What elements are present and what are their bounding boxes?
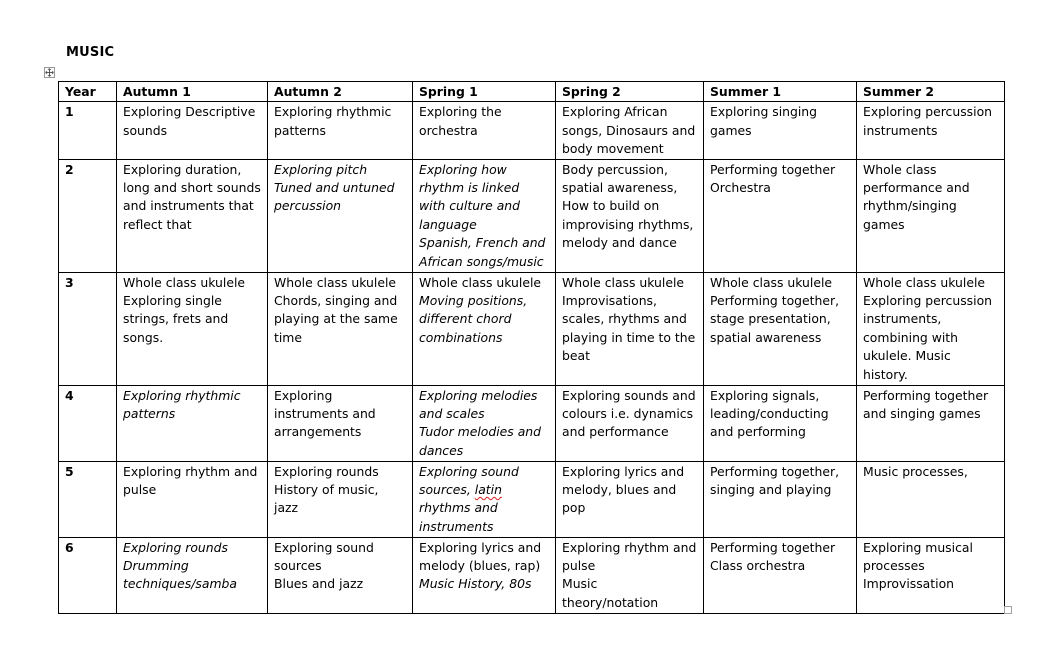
cell-text: Improvisations, scales, rhythms and playing in time to the beat [562,293,696,364]
cell-autumn-1[interactable] [117,159,268,272]
cell-text: Blues and jazz [274,576,364,592]
cell-text: Body percussion, spatial awareness, How to build on improvising rhythms, melody and dance [562,161,694,251]
cell-text: Performing together and singing games [863,387,989,422]
cell-text: Drumming techniques/samba [123,558,237,592]
cell-summer-2[interactable] [857,461,1005,537]
cell-spring-1[interactable] [413,385,556,461]
year-cell: 1 [59,102,117,159]
cell-text: Exploring rounds [123,539,228,555]
header-autumn-2: Autumn 2 [268,82,413,102]
cell-text: Exploring signals, leading/conducting and performing [710,387,829,440]
cell-spring-2[interactable] [556,272,704,385]
header-spring-2: Spring 2 [556,82,704,102]
move-cross-icon [45,68,54,77]
cell-spring-1[interactable] [413,272,556,385]
cell-spring-2[interactable] [556,102,704,159]
cell-text: Exploring instruments and arrangements [274,387,376,440]
year-cell: 4 [59,385,117,461]
cell-spring-2[interactable] [556,461,704,537]
cell-autumn-2[interactable] [268,102,413,159]
cell-text: Exploring lyrics and melody, blues and pop [562,463,685,516]
table-row [59,102,1005,159]
cell-spring-2[interactable] [556,159,704,272]
cell-text: Performing together [710,161,836,177]
cell-text: Exploring Descriptive sounds [123,104,256,138]
table-row [59,385,1005,461]
cell-text: History of music, jazz [274,482,379,516]
cell-summer-1[interactable] [704,385,857,461]
cell-text: Exploring percussion instruments, combining with ukulele. Music history. [863,293,993,382]
year-cell: 3 [59,272,117,385]
year-cell: 5 [59,461,117,537]
cell-text: Exploring melodies and scales [419,387,538,422]
cell-text: Exploring rhythmic patterns [123,387,241,422]
header-spring-1: Spring 1 [413,82,556,102]
cell-text: Spanish, French and African songs/music [419,235,546,269]
cell-text: Exploring the orchestra [419,104,502,138]
cell-text: Exploring single strings, frets and songs. [123,293,229,345]
table-move-handle[interactable] [44,67,55,78]
spellcheck-flag[interactable]: latin [474,482,502,498]
cell-autumn-2[interactable] [268,537,413,613]
cell-autumn-1[interactable] [117,537,268,613]
cell-spring-2[interactable] [556,537,704,613]
cell-text: Performing together, singing and playing [710,463,840,498]
cell-text: Performing together [710,539,836,555]
cell-spring-1[interactable] [413,102,556,159]
cell-summer-2[interactable] [857,159,1005,272]
header-autumn-1: Autumn 1 [117,82,268,102]
cell-summer-1[interactable] [704,461,857,537]
cell-text: Exploring African songs, Dinosaurs and body movement [562,104,696,157]
cell-text: Whole class ukulele [274,274,397,290]
cell-summer-1[interactable] [704,102,857,159]
cell-text: Whole class ukulele [863,274,986,290]
cell-autumn-2[interactable] [268,461,413,537]
cell-text: Exploring duration, long and short sounds and instruments that reflect that [123,161,261,232]
cell-text: Exploring rounds [274,463,379,479]
cell-text: Chords, singing and playing at the same time [274,293,398,345]
cell-text: Exploring pitch [274,161,368,177]
table-row [59,272,1005,385]
cell-summer-2[interactable] [857,385,1005,461]
cell-text: Tuned and untuned percussion [274,180,395,214]
cell-text: Whole class ukulele [562,274,685,290]
cell-text: Music theory/notation [562,576,659,610]
cell-text: Exploring sound sources, latin rhythms and instruments [419,463,519,534]
table-resize-handle[interactable] [1004,606,1012,614]
cell-text: Whole class ukulele [710,274,833,290]
cell-text: Tudor melodies and dances [419,424,542,458]
header-year: Year [59,82,117,102]
cell-summer-2[interactable] [857,102,1005,159]
cell-text: Music History, 80s [419,576,532,592]
cell-text: Whole class ukulele [419,274,542,290]
cell-autumn-1[interactable] [117,461,268,537]
table-row [59,461,1005,537]
cell-spring-1[interactable] [413,537,556,613]
cell-text: Exploring rhythm and pulse [123,463,258,498]
table-row [59,537,1005,613]
cell-text: Exploring sound sources [274,539,374,574]
cell-text: Improvissation [863,576,955,592]
music-curriculum-table [58,81,1005,614]
cell-text: Exploring rhythmic patterns [274,104,392,138]
cell-text: Moving positions, different chord combinations [419,293,528,345]
year-cell: 2 [59,159,117,272]
cell-text: Exploring lyrics and melody (blues, rap) [419,539,542,574]
cell-summer-1[interactable] [704,272,857,385]
cell-autumn-2[interactable] [268,272,413,385]
cell-text: Exploring sounds and colours i.e. dynamics and performance [562,387,696,440]
cell-text: Exploring percussion instruments [863,104,993,138]
cell-summer-1[interactable] [704,159,857,272]
cell-text: Exploring singing games [710,104,818,138]
cell-text: Orchestra [710,180,771,196]
cell-text: Whole class performance and rhythm/singing games [863,161,970,232]
table-row [59,159,1005,272]
year-cell: 6 [59,537,117,613]
cell-text: Exploring musical processes [863,539,973,574]
cell-text: Exploring rhythm and pulse [562,539,697,574]
cell-spring-1[interactable] [413,461,556,537]
cell-autumn-1[interactable] [117,102,268,159]
cell-text: Class orchestra [710,558,806,574]
cell-summer-2[interactable] [857,272,1005,385]
cell-summer-1[interactable] [704,537,857,613]
cell-text: Music processes, [863,463,968,479]
cell-spring-2[interactable] [556,385,704,461]
header-summer-1: Summer 1 [704,82,857,102]
cell-text: Performing together, stage presentation, spatial awareness [710,293,840,345]
cell-text: Exploring how rhythm is linked with culture and language [419,161,521,232]
cell-text: Whole class ukulele [123,274,246,290]
cell-autumn-2[interactable] [268,159,413,272]
cell-autumn-1[interactable] [117,272,268,385]
cell-autumn-1[interactable] [117,385,268,461]
cell-autumn-2[interactable] [268,385,413,461]
cell-spring-1[interactable] [413,159,556,272]
cell-summer-2[interactable] [857,537,1005,613]
header-row [59,82,1005,102]
document-title: MUSIC [66,45,115,60]
header-summer-2: Summer 2 [857,82,1005,102]
